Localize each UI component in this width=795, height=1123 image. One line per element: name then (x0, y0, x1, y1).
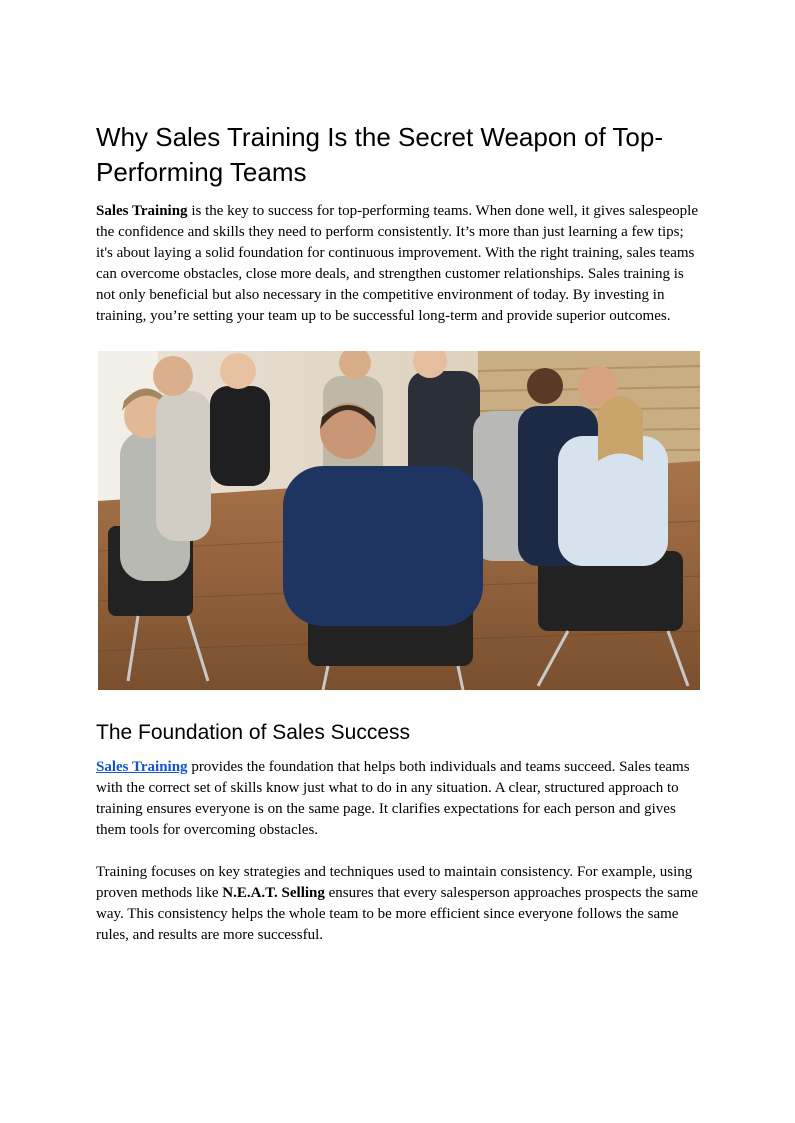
section-p2-after: ensures that every salesperson approaches prospects the same way. This consistency helps the whole team to be more efficient since everyone follows the same rules, and results are more successful. (96, 885, 699, 943)
page-title: Why Sales Training Is the Secret Weapon of Top-Performing Teams (96, 122, 663, 187)
intro-paragraph (96, 201, 701, 327)
section-paragraph-2 (96, 862, 701, 946)
neat-selling-bold: N.E.A.T. Selling (222, 885, 325, 901)
section-paragraph-1 (96, 757, 701, 841)
intro-lead-bold: Sales Training (96, 203, 188, 219)
section-p1-text: provides the foundation that helps both individuals and teams succeed. Sales teams with the correct set of skills know just what to do in any situation. A clear, structured approach to training ensures everyone is on the same page. It clarifies expectations for each person and gives them tools for overcoming obstacles. (96, 759, 690, 838)
intro-text: is the key to success for top-performing teams. When done well, it gives salespeople the confidence and skills they need to perform consistently. It’s more than just learning a few tips; it's about laying a solid foundation for continuous improvement. With the right training, sales teams can overcome obstacles, close more deals, and strengthen customer relationships. Sales training is not only beneficial but also necessary in the competitive environment of today. By investing in training, you’re setting your team up to be successful long-term and provide superior outcomes. (96, 203, 698, 324)
sales-training-link[interactable]: Sales Training (96, 759, 188, 775)
team-meeting-photo (98, 351, 700, 690)
section-heading: The Foundation of Sales Success (96, 721, 411, 744)
section-p2-before: Training focuses on key strategies and techniques used to maintain consistency. For example, using proven methods like (96, 864, 693, 901)
